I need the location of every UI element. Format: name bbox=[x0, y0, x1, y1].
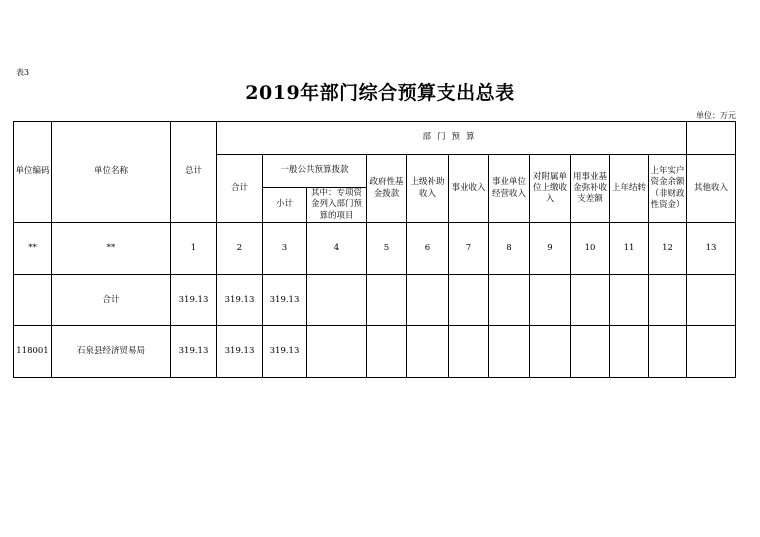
unit-label: 单位：万元 bbox=[696, 111, 736, 120]
table-row bbox=[14, 326, 736, 378]
index-cell: 8 bbox=[489, 223, 530, 275]
row-small-total: 319.13 bbox=[263, 275, 307, 326]
row-name: 石泉县经济贸易局 bbox=[52, 326, 171, 378]
empty-cell bbox=[489, 326, 530, 378]
header-career-fund-gap: 用事业基金弥补收支差额 bbox=[571, 155, 610, 223]
index-row bbox=[14, 223, 736, 275]
empty-cell bbox=[449, 275, 489, 326]
index-cell: 13 bbox=[687, 223, 736, 275]
header-unit-code: 单位编码 bbox=[14, 122, 52, 223]
index-cell: 10 bbox=[571, 223, 610, 275]
empty-cell bbox=[530, 275, 571, 326]
empty-cell bbox=[610, 275, 649, 326]
empty-cell bbox=[367, 275, 407, 326]
header-unit-name: 单位名称 bbox=[52, 122, 171, 223]
row-total: 319.13 bbox=[171, 326, 217, 378]
empty-cell bbox=[649, 275, 687, 326]
header-special-fund: 其中：专项资金列入部门预算的项目 bbox=[307, 188, 367, 223]
index-cell: 11 bbox=[610, 223, 649, 275]
table-row bbox=[14, 275, 736, 326]
header-subtotal: 合计 bbox=[217, 155, 263, 223]
empty-cell bbox=[610, 326, 649, 378]
empty-cell bbox=[307, 275, 367, 326]
header-affiliated-income: 对附属单位上缴收入 bbox=[530, 155, 571, 223]
empty-cell bbox=[649, 326, 687, 378]
page-title: 2019年部门综合预算支出总表 bbox=[245, 82, 515, 104]
empty-cell bbox=[407, 326, 449, 378]
index-cell: 12 bbox=[649, 223, 687, 275]
header-career-income: 事业收入 bbox=[449, 155, 489, 223]
row-subtotal: 319.13 bbox=[217, 326, 263, 378]
empty-cell bbox=[367, 326, 407, 378]
header-blank bbox=[687, 122, 736, 155]
empty-cell bbox=[307, 326, 367, 378]
row-small-total: 319.13 bbox=[263, 326, 307, 378]
index-cell: ** bbox=[52, 223, 171, 275]
budget-table bbox=[13, 121, 736, 378]
row-name: 合计 bbox=[52, 275, 171, 326]
empty-cell bbox=[571, 326, 610, 378]
index-cell: 9 bbox=[530, 223, 571, 275]
row-code bbox=[14, 275, 52, 326]
header-small-total: 小计 bbox=[263, 188, 307, 223]
index-cell: ** bbox=[14, 223, 52, 275]
index-cell: 4 bbox=[307, 223, 367, 275]
header-total: 总计 bbox=[171, 122, 217, 223]
header-prev-balance: 上年实户资金余额（非财政性资金） bbox=[649, 155, 687, 223]
index-cell: 7 bbox=[449, 223, 489, 275]
table-number: 表3 bbox=[16, 68, 30, 77]
header-gov-fund: 政府性基金拨款 bbox=[367, 155, 407, 223]
header-row-1 bbox=[14, 122, 736, 155]
index-cell: 5 bbox=[367, 223, 407, 275]
header-general-public: 一般公共预算拨款 bbox=[263, 155, 367, 188]
index-cell: 1 bbox=[171, 223, 217, 275]
empty-cell bbox=[489, 275, 530, 326]
header-carryover: 上年结转 bbox=[610, 155, 649, 223]
header-dept-budget: 部门预算 bbox=[217, 122, 687, 155]
row-total: 319.13 bbox=[171, 275, 217, 326]
empty-cell bbox=[407, 275, 449, 326]
empty-cell bbox=[571, 275, 610, 326]
row-code: 118001 bbox=[14, 326, 52, 378]
index-cell: 3 bbox=[263, 223, 307, 275]
row-subtotal: 319.13 bbox=[217, 275, 263, 326]
empty-cell bbox=[687, 326, 736, 378]
empty-cell bbox=[687, 275, 736, 326]
header-other-income: 其他收入 bbox=[687, 155, 736, 223]
header-upper-subsidy: 上级补助收入 bbox=[407, 155, 449, 223]
index-cell: 6 bbox=[407, 223, 449, 275]
empty-cell bbox=[530, 326, 571, 378]
index-cell: 2 bbox=[217, 223, 263, 275]
empty-cell bbox=[449, 326, 489, 378]
header-career-unit-operation: 事业单位经营收入 bbox=[489, 155, 530, 223]
